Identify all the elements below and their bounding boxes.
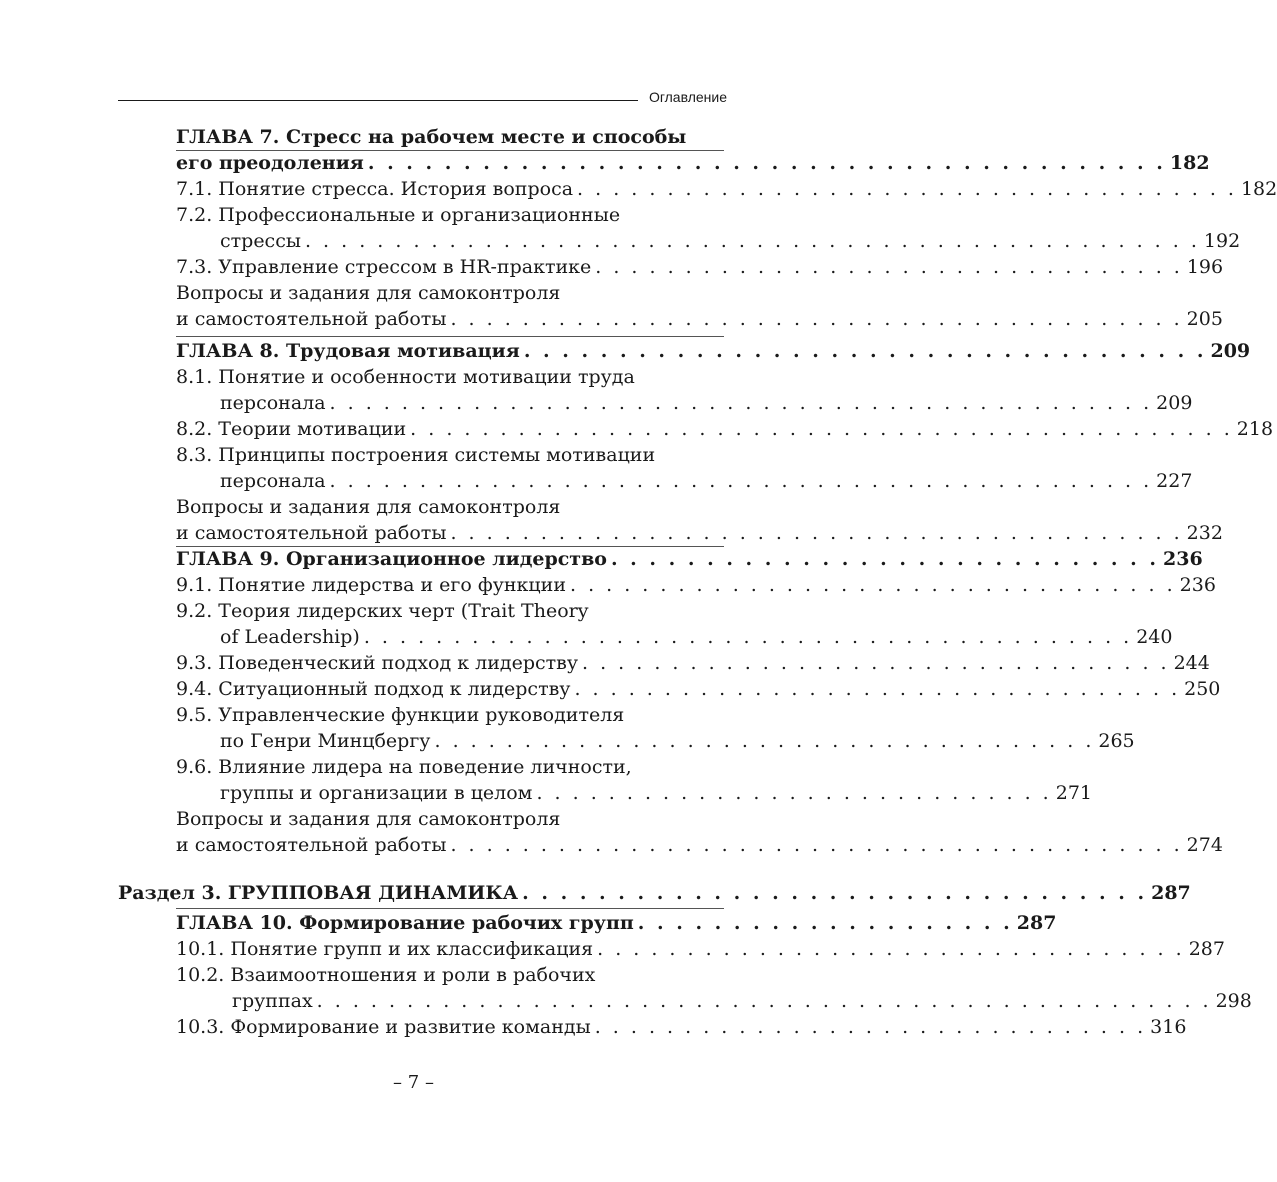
toc-entry[interactable] <box>176 520 1223 546</box>
toc-entry-page: 287 <box>1151 882 1191 904</box>
leader-dots: . . . . . . . . . . . . . . . . . . . . . . . . . . . . . . . . . <box>597 938 1185 960</box>
toc-entry-title: 9.4. Ситуационный подход к лидерству <box>176 678 571 700</box>
toc-entry-title: Вопросы и задания для самоконтроля <box>176 808 561 830</box>
toc-entry[interactable] <box>176 150 1210 176</box>
leader-dots: . . . . . . . . . . . . . . . . . . . . . . . . . . . . . . . <box>594 1016 1147 1038</box>
toc-entry-title: 8.3. Принципы построения системы мотивации <box>176 444 656 466</box>
leader-dots: . . . . . . . . . . . . . . . . . . . . . . . . . . . . . . . . . . . . . . . . . . . . . . <box>410 418 1233 440</box>
toc-entry-page: 232 <box>1186 522 1223 544</box>
toc-entry-title: 10.2. Взаимоотношения и роли в рабочих <box>176 964 596 986</box>
toc-entry[interactable] <box>220 624 1173 650</box>
toc-entry-title: Вопросы и задания для самоконтроля <box>176 496 561 518</box>
toc-entry <box>176 962 724 988</box>
leader-dots: . . . . . . . . . . . . . . . . . . . . . . . . . . . . . . . . . . . . . <box>577 178 1237 200</box>
leader-dots: . . . . . . . . . . . . . . . . . . . . . . . . . . . . . . . . . . <box>569 574 1176 596</box>
header-rule <box>118 100 638 101</box>
chapter-divider <box>176 150 724 151</box>
leader-dots: . . . . . . . . . . . . . . . . . . . . . . . . . . . . . <box>536 782 1052 804</box>
toc-entry-title: 8.1. Понятие и особенности мотивации труда <box>176 366 635 388</box>
running-header <box>118 86 727 108</box>
toc-entry-title: 7.1. Понятие стресса. История вопроса <box>176 178 574 200</box>
leader-dots: . . . . . . . . . . . . . . . . . . . . . . . . . . . . . . . . . . . . . <box>434 730 1095 752</box>
toc-entry-title: 7.2. Профессиональные и организационные <box>176 204 621 226</box>
toc-entry-page: 298 <box>1215 990 1252 1012</box>
toc-entry-page: 236 <box>1179 574 1216 596</box>
toc-entry[interactable] <box>220 390 1193 416</box>
toc-entry[interactable] <box>220 468 1193 494</box>
toc-entry <box>176 202 724 228</box>
leader-dots: . . . . . . . . . . . . . . . . . . . . . . . . . . . . . . . . . . . . . . . . . <box>450 834 1183 856</box>
leader-dots: . . . . . . . . . . . . . . . . . . . . . . . . . . . . . . . . . . . . . . . . . . . . . . . . . . <box>316 990 1212 1012</box>
leader-dots: . . . . . . . . . . . . . . . . . . . . . . . . . . . . . <box>610 548 1159 570</box>
toc-entry <box>176 280 724 306</box>
leader-dots: . . . . . . . . . . . . . . . . . . . . . . . . . . . . . . . . . <box>582 652 1170 674</box>
toc-entry-page: 205 <box>1186 308 1223 330</box>
toc-entry-title: стрессы <box>220 230 301 252</box>
toc-entry-title: Вопросы и задания для самоконтроля <box>176 282 561 304</box>
toc-entry-title: 10.3. Формирование и развитие команды <box>176 1016 591 1038</box>
toc-entry[interactable] <box>232 988 1252 1014</box>
toc-entry-page: 196 <box>1186 256 1224 278</box>
toc-entry-page: 182 <box>1240 178 1277 200</box>
toc-entry[interactable] <box>176 338 1251 364</box>
leader-dots: . . . . . . . . . . . . . . . . . . . . . . . . . . . . . . . . . . . . . . . . . . . . . . . . . . <box>304 230 1200 252</box>
toc-entry-title: ГЛАВА 9. Организационное лидерство <box>176 548 607 570</box>
leader-dots: . . . . . . . . . . . . . . . . . . . . . . . . . . . . . . . . . . . . . . . . . . . . . . <box>329 470 1153 492</box>
toc-entry-title: of Leadership) <box>220 626 360 648</box>
toc-entry <box>176 494 724 520</box>
toc-entry <box>176 754 724 780</box>
leader-dots: . . . . . . . . . . . . . . . . . . . . . . . . . . . . . . . . . <box>522 882 1148 904</box>
toc-entry[interactable] <box>220 780 1092 806</box>
toc-entry-page: 227 <box>1156 470 1193 492</box>
toc-entry-title: 10.1. Понятие групп и их классификация <box>176 938 594 960</box>
leader-dots: . . . . . . . . . . . . . . . . . . . . . . . . . . . . . . . . . . . . <box>523 340 1207 362</box>
toc-entry <box>176 806 724 832</box>
toc-entry <box>176 702 724 728</box>
toc-entry[interactable] <box>176 650 1210 676</box>
leader-dots: . . . . . . . . . . . . . . . . . . . . . . . . . . . . . . . . . <box>595 256 1183 278</box>
toc-entry-title: по Генри Минцбергу <box>220 730 431 752</box>
toc-entry-title: группах <box>232 990 313 1012</box>
leader-dots: . . . . . . . . . . . . . . . . . . . . . . . . . . . . . . . . . . <box>574 678 1181 700</box>
toc-entry-page: 316 <box>1150 1016 1187 1038</box>
toc-entry-title: и самостоятельной работы <box>176 522 447 544</box>
toc-entry[interactable] <box>176 676 1221 702</box>
toc-entry-title: Раздел 3. ГРУППОВАЯ ДИНАМИКА <box>118 882 519 904</box>
toc-entry[interactable] <box>176 416 1274 442</box>
toc-entry-title: персонала <box>220 470 326 492</box>
page-number: – 7 – <box>393 1072 434 1093</box>
chapter-divider <box>176 336 724 337</box>
toc-entry-page: 244 <box>1173 652 1210 674</box>
toc-entry-title: 9.1. Понятие лидерства и его функции <box>176 574 566 596</box>
header-title: Оглавление <box>648 89 727 105</box>
toc-entry-page: 192 <box>1203 230 1241 252</box>
toc-entry <box>176 364 724 390</box>
toc-entry-title: ГЛАВА 8. Трудовая мотивация <box>176 340 520 362</box>
leader-dots: . . . . . . . . . . . . . . . . . . . . . . . . . . . . . . . . . . . . . . . . . . <box>367 152 1166 174</box>
toc-entry-page: 271 <box>1055 782 1092 804</box>
leader-dots: . . . . . . . . . . . . . . . . . . . . <box>637 912 1013 934</box>
leader-dots: . . . . . . . . . . . . . . . . . . . . . . . . . . . . . . . . . . . . . . . . . <box>450 308 1183 330</box>
toc-entry-title: персонала <box>220 392 326 414</box>
toc-entry-page: 265 <box>1098 730 1135 752</box>
toc-entry-title: группы и организации в целом <box>220 782 533 804</box>
toc-entry-title: и самостоятельной работы <box>176 308 447 330</box>
toc-entry <box>176 598 724 624</box>
toc-entry[interactable] <box>176 254 1224 280</box>
toc-entry[interactable] <box>176 306 1223 332</box>
toc-entry-page: 250 <box>1184 678 1221 700</box>
toc-entry-page: 182 <box>1169 152 1210 174</box>
toc-entry-title: 9.6. Влияние лидера на поведение личности, <box>176 756 632 778</box>
toc-entry[interactable] <box>176 832 1223 858</box>
toc-entry-title: 8.2. Теории мотивации <box>176 418 407 440</box>
toc-section-entry[interactable] <box>118 880 1191 906</box>
toc-entry-title: его преодоления <box>176 152 364 174</box>
toc-entry-title: 7.3. Управление стрессом в HR-практике <box>176 256 592 278</box>
toc-entry-page: 218 <box>1236 418 1274 440</box>
toc-entry[interactable] <box>220 728 1135 754</box>
toc-entry-page: 209 <box>1210 340 1251 362</box>
toc-entry-page: 240 <box>1136 626 1173 648</box>
toc-entry-title: и самостоятельной работы <box>176 834 447 856</box>
chapter-divider <box>176 908 724 909</box>
toc-entry-page: 287 <box>1188 938 1225 960</box>
toc-entry-title: 9.2. Теория лидерских черт (Trait Theory <box>176 600 589 622</box>
toc-entry-page: 209 <box>1156 392 1193 414</box>
leader-dots: . . . . . . . . . . . . . . . . . . . . . . . . . . . . . . . . . . . . . . . . . . . <box>363 626 1133 648</box>
leader-dots: . . . . . . . . . . . . . . . . . . . . . . . . . . . . . . . . . . . . . . . . . . . . . . <box>329 392 1153 414</box>
toc-entry-title: 9.3. Поведенческий подход к лидерству <box>176 652 579 674</box>
toc-entry-page: 274 <box>1186 834 1223 856</box>
toc-entry <box>176 442 724 468</box>
toc-entry[interactable] <box>176 572 1216 598</box>
toc-entry <box>176 124 724 150</box>
toc-entry-title: 9.5. Управленческие функции руководителя <box>176 704 625 726</box>
toc-entry-title: ГЛАВА 7. Стресс на рабочем месте и способы <box>176 126 687 148</box>
toc-entry[interactable] <box>176 910 1057 936</box>
leader-dots: . . . . . . . . . . . . . . . . . . . . . . . . . . . . . . . . . . . . . . . . . <box>450 522 1183 544</box>
toc-entry[interactable] <box>176 546 1203 572</box>
toc-entry-page: 287 <box>1016 912 1057 934</box>
toc-entry-title: ГЛАВА 10. Формирование рабочих групп <box>176 912 634 934</box>
toc-entry[interactable] <box>176 176 1277 202</box>
toc-entry-page: 236 <box>1163 548 1203 570</box>
toc-entry[interactable] <box>176 936 1225 962</box>
toc-entry[interactable] <box>220 228 1241 254</box>
toc-entry[interactable] <box>176 1014 1187 1040</box>
